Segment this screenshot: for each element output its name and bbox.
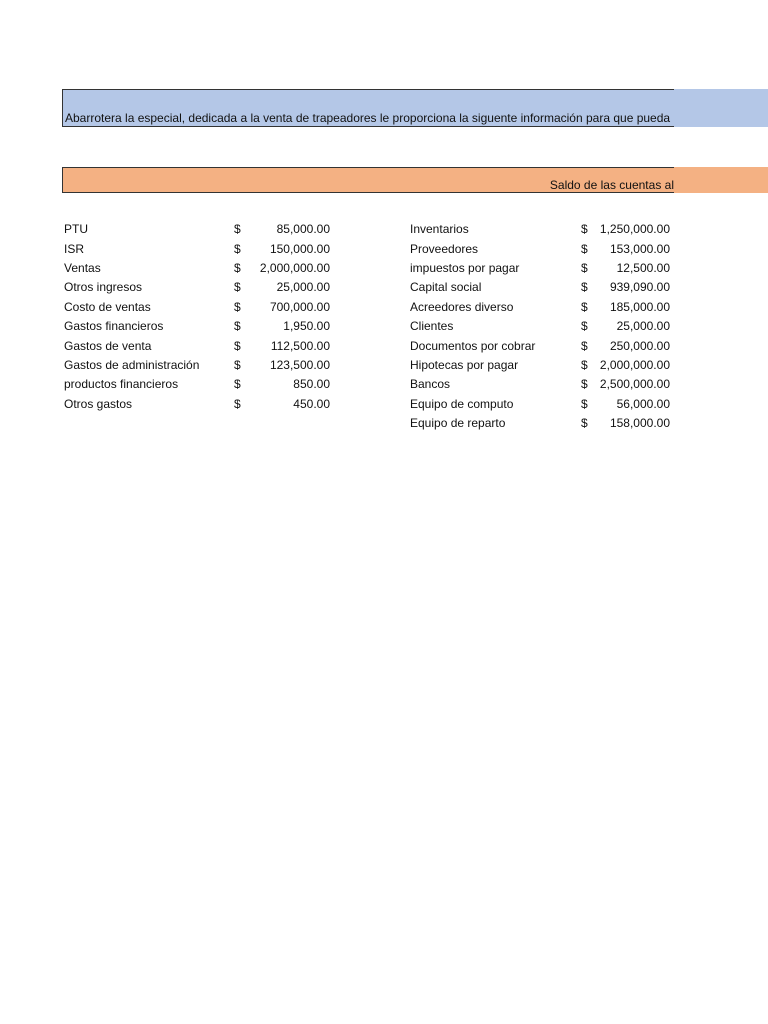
right-account-row[interactable]: [0, 220, 680, 239]
intro-cell[interactable]: [62, 89, 674, 127]
currency-symbol: $: [234, 242, 241, 256]
account-amount: 25,000.00: [616, 319, 670, 333]
currency-symbol: $: [234, 377, 241, 391]
account-amount: 185,000.00: [609, 300, 670, 314]
right-account-row[interactable]: [0, 278, 680, 297]
currency-symbol: $: [234, 222, 241, 236]
account-label: Ventas: [64, 261, 101, 275]
account-label: Documentos por cobrar: [410, 339, 536, 353]
account-amount: 2,000,000.00: [259, 261, 330, 275]
account-amount: 250,000.00: [609, 339, 670, 353]
currency-symbol: $: [581, 358, 588, 372]
currency-symbol: $: [581, 222, 588, 236]
right-account-row[interactable]: [0, 414, 680, 433]
currency-symbol: $: [234, 300, 241, 314]
account-label: Gastos financieros: [64, 319, 164, 333]
account-label: impuestos por pagar: [410, 261, 520, 275]
account-amount: 700,000.00: [269, 300, 330, 314]
currency-symbol: $: [581, 261, 588, 275]
account-label: Hipotecas por pagar: [410, 358, 519, 372]
account-label: Proveedores: [410, 242, 479, 256]
account-label: Costo de ventas: [64, 300, 151, 314]
account-label: Otros gastos: [64, 397, 133, 411]
currency-symbol: $: [234, 280, 241, 294]
right-account-row[interactable]: [0, 317, 680, 336]
currency-symbol: $: [581, 397, 588, 411]
account-label: Gastos de venta: [64, 339, 152, 353]
account-amount: 112,500.00: [270, 339, 330, 353]
account-label: Bancos: [410, 377, 451, 391]
currency-symbol: $: [581, 377, 588, 391]
account-label: productos financieros: [64, 377, 179, 391]
right-account-row[interactable]: [0, 259, 680, 278]
right-account-row[interactable]: [0, 375, 680, 394]
account-label: Otros ingresos: [64, 280, 143, 294]
currency-symbol: $: [234, 358, 241, 372]
currency-symbol: $: [234, 319, 241, 333]
currency-symbol: $: [581, 416, 588, 430]
right-account-row[interactable]: [0, 356, 680, 375]
header-text: Saldo de las cuentas al: [549, 178, 674, 192]
right-account-row[interactable]: [0, 337, 680, 356]
currency-symbol: $: [234, 339, 241, 353]
right-account-row[interactable]: [0, 240, 680, 259]
right-account-row[interactable]: [0, 298, 680, 317]
header-cell[interactable]: [62, 167, 674, 193]
currency-symbol: $: [581, 280, 588, 294]
account-amount: 150,000.00: [269, 242, 330, 256]
account-amount: 2,000,000.00: [599, 358, 670, 372]
account-label: Inventarios: [410, 222, 469, 236]
account-amount: 2,500,000.00: [599, 377, 670, 391]
account-label: Capital social: [410, 280, 482, 294]
currency-symbol: $: [581, 319, 588, 333]
currency-symbol: $: [581, 242, 588, 256]
account-label: ISR: [64, 242, 85, 256]
account-amount: 850.00: [293, 377, 330, 391]
right-account-row[interactable]: [0, 395, 680, 414]
account-label: Equipo de reparto: [410, 416, 506, 430]
account-amount: 12,500.00: [616, 261, 670, 275]
account-amount: 1,250,000.00: [599, 222, 670, 236]
account-amount: 939,090.00: [609, 280, 670, 294]
account-label: PTU: [64, 222, 88, 236]
account-amount: 1,950.00: [283, 319, 330, 333]
currency-symbol: $: [234, 261, 241, 275]
account-label: Equipo de computo: [410, 397, 514, 411]
currency-symbol: $: [234, 397, 241, 411]
currency-symbol: $: [581, 300, 588, 314]
account-amount: 85,000.00: [276, 222, 330, 236]
intro-text: Abarrotera la especial, dedicada a la venta de trapeadores le proporciona la siguente información para que pueda: [65, 111, 671, 125]
account-amount: 123,500.00: [269, 358, 330, 372]
account-amount: 25,000.00: [276, 280, 330, 294]
account-amount: 56,000.00: [616, 397, 670, 411]
account-label: Acreedores diverso: [410, 300, 514, 314]
account-label: Clientes: [410, 319, 454, 333]
account-amount: 450.00: [293, 397, 330, 411]
account-amount: 153,000.00: [609, 242, 670, 256]
account-label: Gastos de administración: [64, 358, 200, 372]
account-amount: 158,000.00: [609, 416, 670, 430]
currency-symbol: $: [581, 339, 588, 353]
